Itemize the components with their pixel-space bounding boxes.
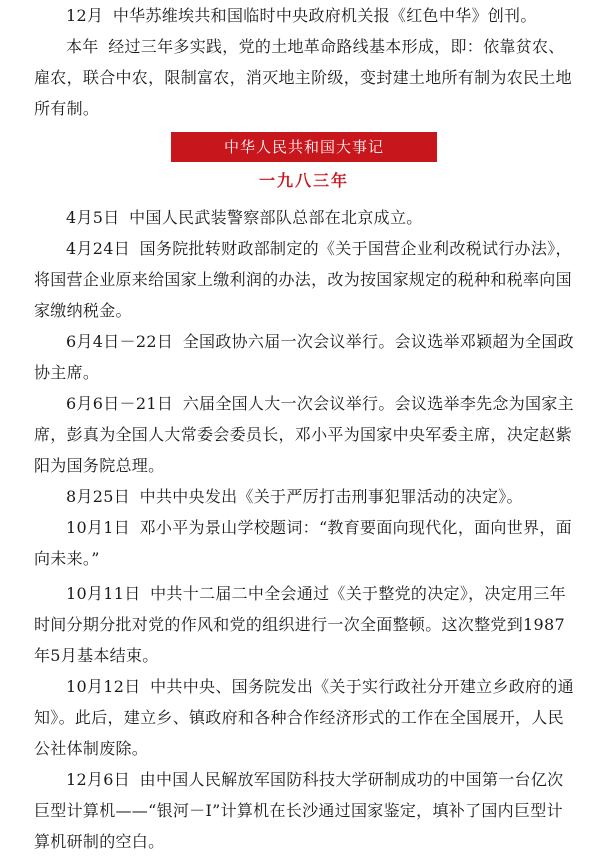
entry-date: 12月6日 [66, 770, 131, 789]
entry-text: 中华苏维埃共和国临时中央政府机关报《红色中华》创刊。 [112, 6, 537, 25]
entry-oct-11 [34, 578, 574, 671]
entry-apr-24 [34, 233, 574, 326]
entry-text: 由中国人民解放军国防科技大学研制成功的中国第一台亿次巨型计算机——“银河－I”计算机在长沙通过国家鉴定，填补了国内巨型计算机研制的空白。 [34, 770, 564, 851]
entry-aug-25 [34, 481, 574, 512]
entry-date: 本年 [66, 37, 99, 56]
entry-date: 10月12日 [66, 677, 141, 696]
entry-text: 中共中央发出《关于严厉打击刑事犯罪活动的决定》。 [139, 487, 523, 506]
entry-oct-1 [34, 512, 574, 574]
entry-text: 中共十二届二中全会通过《关于整党的决定》，决定用三年时间分期分批对党的作风和党的组织进行一次全面整顿。这次整党到1987年5月基本结束。 [34, 584, 566, 665]
entry-date: 6月6日－21日 [66, 394, 174, 413]
year-heading: 一九八三年 [258, 171, 349, 190]
entry-text: 经过三年多实践，党的土地革命路线基本形成，即：依靠贫农、雇农，联合中农，限制富农，消灭地主阶级，变封建土地所有制为农民土地所有制。 [34, 37, 572, 118]
entry-1932-december [34, 0, 574, 31]
entry-date: 12月 [66, 6, 104, 25]
entry-jun-4 [34, 326, 574, 388]
entry-1932-this-year [34, 31, 574, 124]
entry-text: 中国人民武装警察部队总部在北京成立。 [129, 208, 423, 227]
section-banner-wrap [34, 132, 574, 162]
entry-date: 10月1日 [66, 518, 131, 537]
entry-jun-6 [34, 388, 574, 481]
entry-dec-6 [34, 764, 574, 857]
entry-date: 6月4日－22日 [66, 332, 174, 351]
entry-text: 国务院批转财政部制定的《关于国营企业利改税试行办法》，将国营企业原来给国家上缴利润的办法，改为按国家规定的税种和税率向国家缴纳税金。 [34, 239, 572, 320]
entry-text: 全国政协六届一次会议举行。会议选举邓颖超为全国政协主席。 [34, 332, 574, 382]
section-banner: 中华人民共和国大事记 [171, 132, 437, 162]
entry-date: 10月11日 [66, 584, 141, 603]
entry-text: 六届全国人大一次会议举行。会议选举李先念为国家主席，彭真为全国人大常委会委员长，邓小平为国家中央军委主席，决定赵紫阳为国务院总理。 [34, 394, 574, 475]
entry-date: 4月24日 [66, 239, 131, 258]
entry-text: 邓小平为景山学校题词：“教育要面向现代化，面向世界，面向未来。” [34, 518, 572, 568]
entry-text: 中共中央、国务院发出《关于实行政社分开建立乡政府的通知》。此后，建立乡、镇政府和各种合作经济形式的工作在全国展开，人民公社体制废除。 [34, 677, 574, 758]
document-page [34, 0, 574, 857]
entry-date: 8月25日 [66, 487, 131, 506]
entry-apr-5 [34, 202, 574, 233]
entry-date: 4月5日 [66, 208, 120, 227]
entry-oct-12 [34, 671, 574, 764]
